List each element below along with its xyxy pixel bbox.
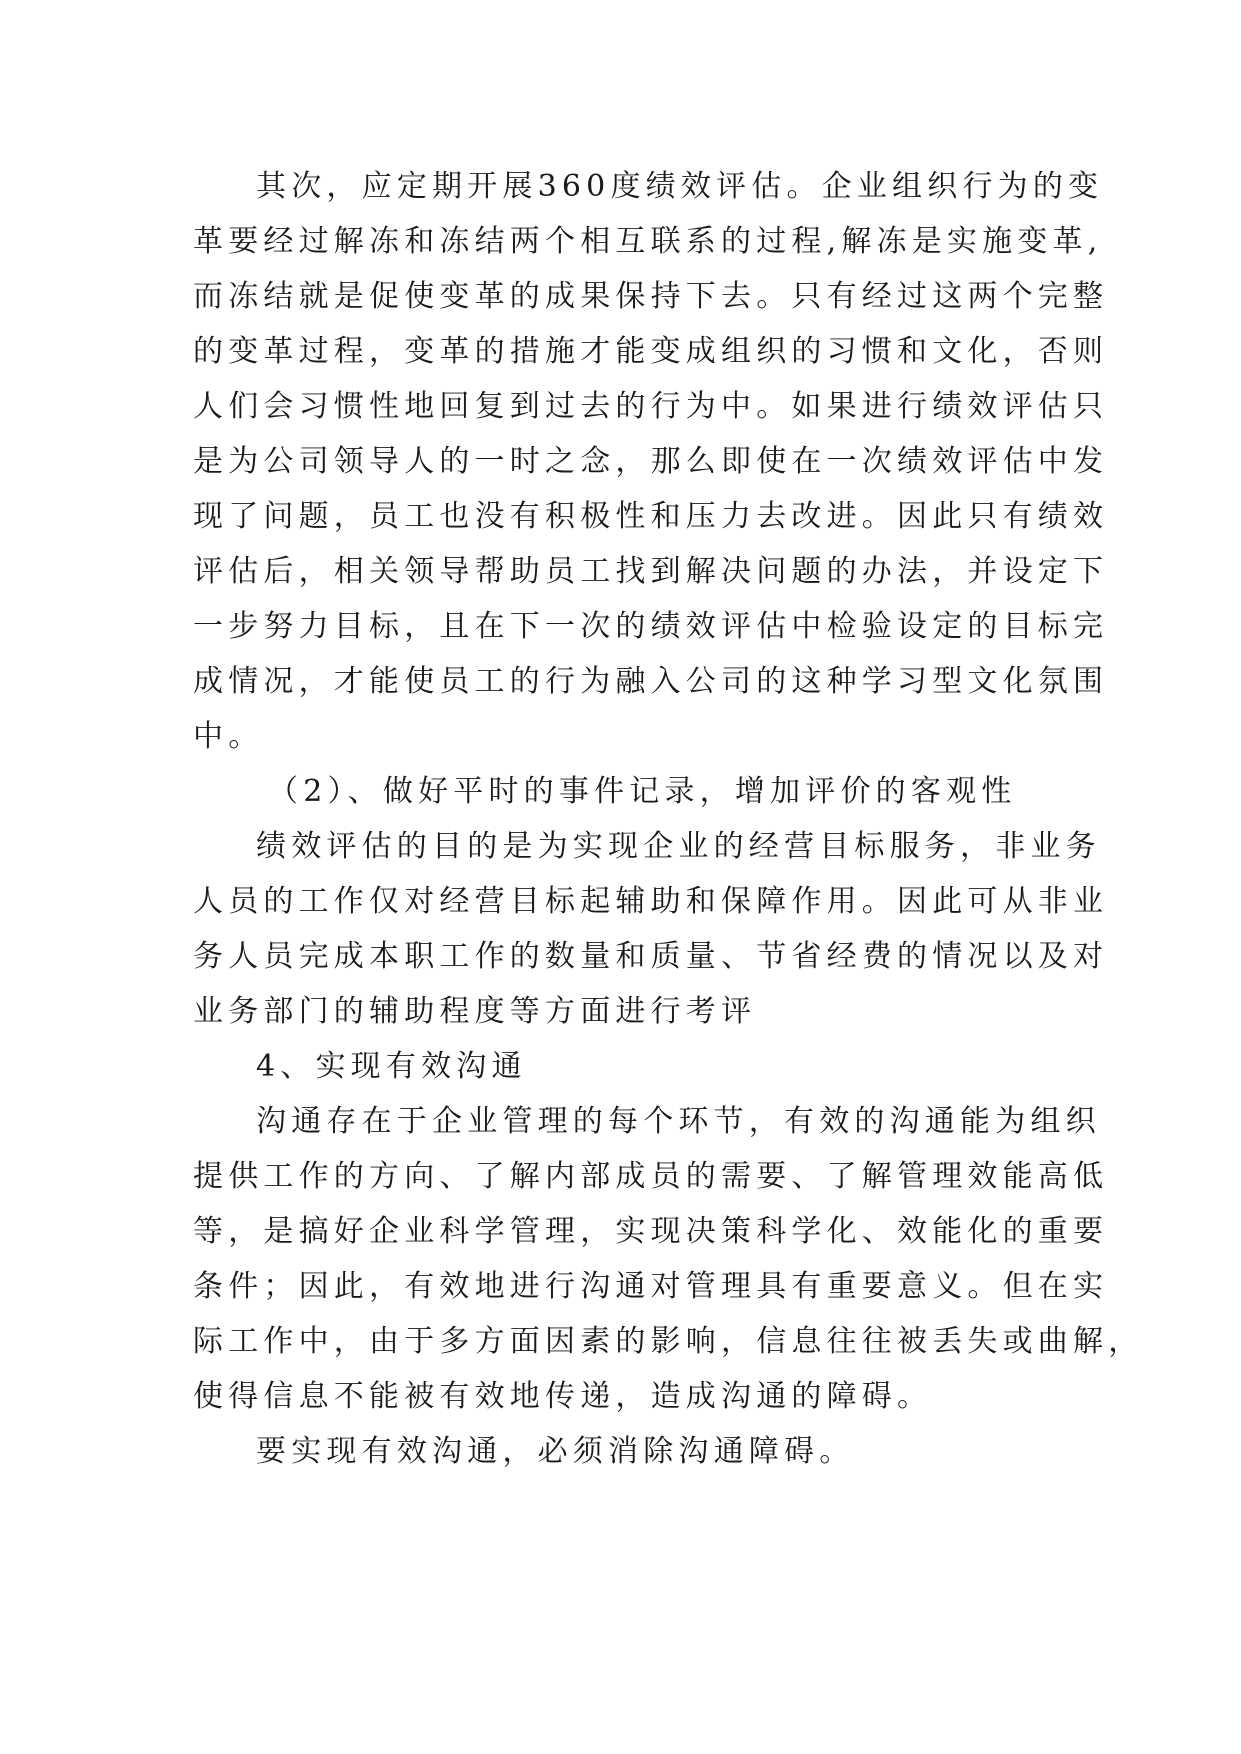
paragraph-line: 等，是搞好企业科学管理，实现决策科学化、效能化的重要: [193, 1214, 1109, 1249]
paragraph-line: 条件；因此，有效地进行沟通对管理具有重要意义。但在实: [193, 1269, 1109, 1304]
paragraph-line: 人们会习惯性地回复到过去的行为中。如果进行绩效评估只: [193, 389, 1109, 424]
paragraph-line: 沟通存在于企业管理的每个环节，有效的沟通能为组织: [256, 1104, 1101, 1139]
paragraph-line: 革要经过解冻和冻结两个相互联系的过程,解冻是实施变革,: [193, 224, 1103, 259]
paragraph-line: 成情况，才能使员工的行为融入公司的这种学习型文化氛围: [193, 664, 1109, 699]
paragraph-line: 务人员完成本职工作的数量和质量、节省经费的情况以及对: [193, 939, 1109, 974]
paragraph-line: 的变革过程，变革的措施才能变成组织的习惯和文化，否则: [193, 334, 1109, 369]
paragraph-line: 业务部门的辅助程度等方面进行考评: [193, 994, 757, 1029]
paragraph-line: 一步努力目标，且在下一次的绩效评估中检验设定的目标完: [193, 609, 1109, 644]
paragraph-line: 使得信息不能被有效地传递，造成沟通的障碍。: [193, 1379, 933, 1414]
paragraph-line: 提供工作的方向、了解内部成员的需要、了解管理效能高低: [193, 1159, 1109, 1194]
section-heading: 4、实现有效沟通: [256, 1049, 527, 1084]
paragraph-line: 而冻结就是促使变革的成果保持下去。只有经过这两个完整: [193, 279, 1109, 314]
paragraph-line: 现了问题，员工也没有积极性和压力去改进。因此只有绩效: [193, 499, 1109, 534]
paragraph-line: 要实现有效沟通，必须消除沟通障碍。: [256, 1434, 855, 1469]
paragraph-line: 中。: [193, 719, 264, 754]
paragraph-line: 际工作中，由于多方面因素的影响，信息往往被丢失或曲解，: [193, 1324, 1144, 1359]
paragraph-line: 评估后，相关领导帮助员工找到解决问题的办法，并设定下: [193, 554, 1109, 589]
paragraph-line: 是为公司领导人的一时之念，那么即使在一次绩效评估中发: [193, 444, 1109, 479]
paragraph-line: 人员的工作仅对经营目标起辅助和保障作用。因此可从非业: [193, 884, 1109, 919]
section-subheading: （2）、做好平时的事件记录，增加评价的客观性: [268, 774, 1017, 809]
paragraph-line: 绩效评估的目的是为实现企业的经营目标服务，非业务: [256, 829, 1101, 864]
paragraph-line: 其次，应定期开展360度绩效评估。企业组织行为的变: [256, 169, 1104, 204]
